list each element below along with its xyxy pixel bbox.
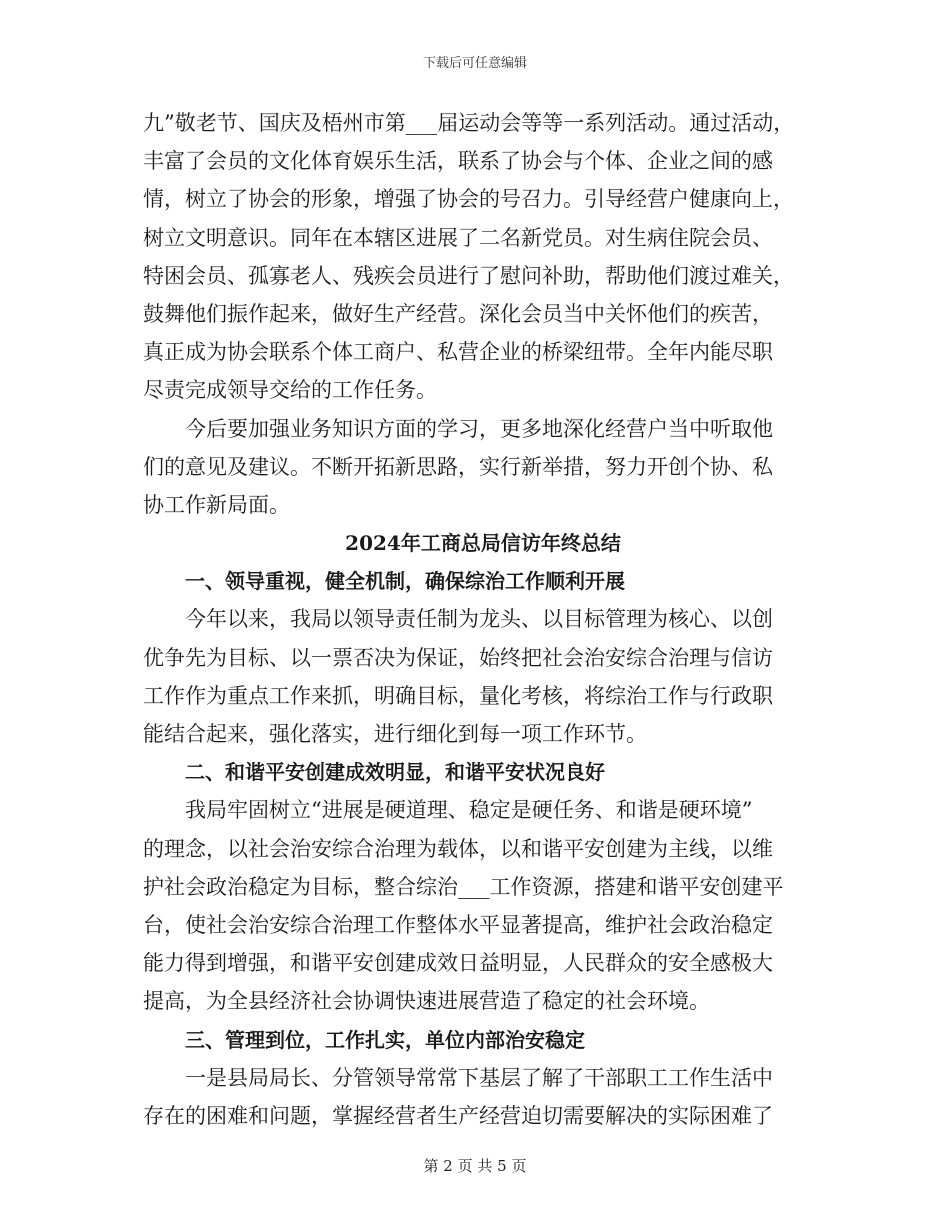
document-title: 2024年工商总局信访年终总结	[345, 531, 621, 556]
section-heading: 一、领导重视，健全机制，确保综治工作顺利开展	[185, 569, 625, 594]
paragraph-first-line: 我局牢固树立“进展是硬道理、稳定是硬任务、和谐是硬环境”	[185, 798, 753, 823]
text-line: 提高，为全县经济社会协调快速进展营造了稳定的社会环境。	[143, 989, 710, 1014]
page-header: 下载后可任意编辑	[422, 56, 527, 71]
section-heading: 三、管理到位，工作扎实，单位内部治安稳定	[185, 1027, 585, 1052]
text-line: 台，使社会治安综合治理工作整体水平显著提高，维护社会政治稳定	[143, 912, 773, 937]
text-line: 协工作新局面。	[143, 492, 290, 517]
document-body	[143, 104, 823, 1135]
text-line: 树立文明意识。同年在本辖区进展了二名新党员。对生病住院会员、	[143, 225, 773, 250]
text-line: 真正成为协会联系个体工商户、私营企业的桥梁纽带。全年内能尽职	[143, 340, 773, 365]
section-heading: 二、和谐平安创建成效明显，和谐平安状况良好	[185, 760, 605, 785]
text-line: 特困会员、孤寡老人、残疾会员进行了慰问补助，帮助他们渡过难关，	[143, 263, 794, 288]
text-line: 能力得到增强，和谐平安创建成效日益明显，人民群众的安全感极大	[143, 951, 773, 976]
paragraph-first-line: 今年以来，我局以领导责任制为龙头、以目标管理为核心、以创	[185, 607, 773, 632]
text-line: 存在的困难和问题，掌握经营者生产经营迫切需要解决的实际困难了	[143, 1103, 773, 1128]
text-line: 鼓舞他们振作起来，做好生产经营。深化会员当中关怀他们的疾苦，	[143, 301, 773, 326]
page-footer: 第 2 页 共 5 页	[423, 1157, 527, 1175]
text-line: 护社会政治稳定为目标，整合综治___工作资源，搭建和谐平安创建平	[143, 874, 784, 899]
text-line: 优争先为目标、以一票否决为保证，始终把社会治安综合治理与信访	[143, 645, 773, 670]
text-line: 能结合起来，强化落实，进行细化到每一项工作环节。	[143, 722, 647, 746]
text-line: 情，树立了协会的形象，增强了协会的号召力。引导经营户健康向上，	[143, 187, 794, 212]
text-line: 丰富了会员的文化体育娱乐生活，联系了协会与个体、企业之间的感	[143, 149, 773, 174]
text-line: 工作作为重点工作来抓，明确目标，量化考核，将综治工作与行政职	[143, 683, 773, 708]
text-line: 尽责完成领导交给的工作任务。	[143, 378, 437, 403]
paragraph-first-line: 一是县局局长、分管领导常常下基层了解了干部职工工作生活中	[185, 1065, 773, 1090]
text-line: 们的意见及建议。不断开拓新思路，实行新举措，努力开创个协、私	[143, 454, 773, 479]
paragraph-first-line: 今后要加强业务知识方面的学习，更多地深化经营户当中听取他	[185, 416, 773, 441]
text-line: 的理念，以社会治安综合治理为载体，以和谐平安创建为主线，以维	[143, 836, 773, 861]
text-line: 九”敬老节、国庆及梧州市第___届运动会等等一系列活动。通过活动，	[143, 111, 795, 135]
